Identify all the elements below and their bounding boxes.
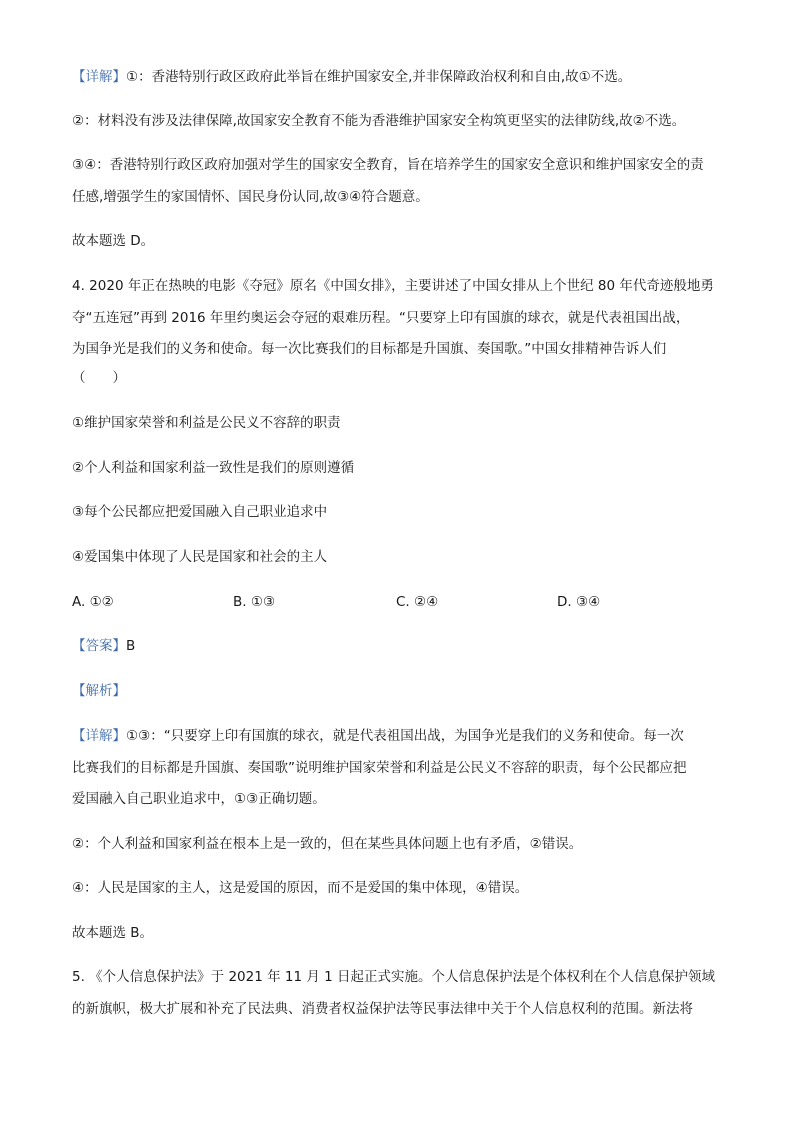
q4-statement-3: ③每个公民都应把爱国融入自己职业追求中: [72, 504, 328, 520]
q4-detail-line-2: 比赛我们的目标都是升国旗、奏国歌”说明维护国家荣誉和利益是公民义不容辞的职责，每个公民都应把: [72, 760, 687, 776]
q4-detail-3: ④：人民是国家的主人，这是爱国的原因，而不是爱国的集中体现，④错误。: [72, 880, 529, 896]
detail-tag: 【详解】: [72, 69, 126, 85]
answer-tag: 【答案】: [72, 638, 126, 654]
answer-value: B: [126, 638, 136, 654]
prev-conclusion: 故本题选 D。: [72, 233, 155, 249]
analysis-tag: 【解析】: [72, 683, 126, 699]
prev-detail-paragraph-3-line-1: ③④：香港特别行政区政府加强对学生的国家安全教育，旨在培养学生的国家安全意识和维护国家安全的责: [72, 157, 704, 173]
q4-option-a: A. ①②: [72, 594, 114, 610]
q4-option-d: D. ③④: [557, 594, 601, 610]
q4-statement-2: ②个人利益和国家利益一致性是我们的原则遵循: [72, 460, 355, 476]
prev-detail-text-1: ①：香港特别行政区政府此举旨在维护国家安全,并非保障政治权利和自由,故①不选。: [126, 69, 632, 85]
q4-detail-2: ②：个人利益和国家利益在根本上是一致的，但在某些具体问题上也有矛盾，②错误。: [72, 836, 583, 852]
q5-stem-line-2: 的新旗帜，极大扩展和补充了民法典、消费者权益保护法等民事法律中关于个人信息权利的范围。新法将: [72, 1001, 693, 1017]
q4-detail-line-3: 爱国融入自己职业追求中，①③正确切题。: [72, 791, 326, 807]
q5-stem-line-1: 5. 《个人信息保护法》于 2021 年 11 月 1 日起正式实施。个人信息保护法是个体权利在个人信息保护领域: [72, 969, 716, 985]
q4-stem-line-1: 4. 2020 年正在热映的电影《夺冠》原名《中国女排》，主要讲述了中国女排从上个世纪 80 年代奇迹般地勇: [72, 278, 714, 294]
q4-answer-bracket: （ ）: [72, 370, 126, 386]
prev-detail-paragraph-2: ②：材料没有涉及法律保障,故国家安全教育不能为香港维护国家安全构筑更坚实的法律防线,故②不选。: [72, 113, 686, 129]
q4-option-b: B. ①③: [233, 594, 276, 610]
q4-stem-line-3: 为国争光是我们的义务和使命。每一次比赛我们的目标都是升国旗、奏国歌。”中国女排精神告诉人们: [72, 341, 667, 357]
q4-analysis-tag-line: [72, 682, 722, 700]
q4-option-c: C. ②④: [396, 594, 439, 610]
prev-detail-paragraph-3-line-2: 任感,增强学生的家国情怀、国民身份认同,故③④符合题意。: [72, 189, 429, 205]
q4-detail-line-1: [72, 727, 722, 745]
prev-detail-paragraph-1: [72, 68, 722, 86]
q4-stem-line-2: 夺“五连冠”再到 2016 年里约奥运会夺冠的艰难历程。“只要穿上印有国旗的球衣，就是代表祖国出战，: [72, 310, 690, 326]
q4-answer-line: [72, 637, 722, 655]
q4-detail-text-1: ①③：“只要穿上印有国旗的球衣，就是代表祖国出战，为国争光是我们的义务和使命。每一次: [126, 728, 684, 744]
q4-conclusion: 故本题选 B。: [72, 925, 154, 941]
q4-statement-1: ①维护国家荣誉和利益是公民义不容辞的职责: [72, 415, 341, 431]
detail-tag: 【详解】: [72, 728, 126, 744]
q4-statement-4: ④爱国集中体现了人民是国家和社会的主人: [72, 549, 328, 565]
